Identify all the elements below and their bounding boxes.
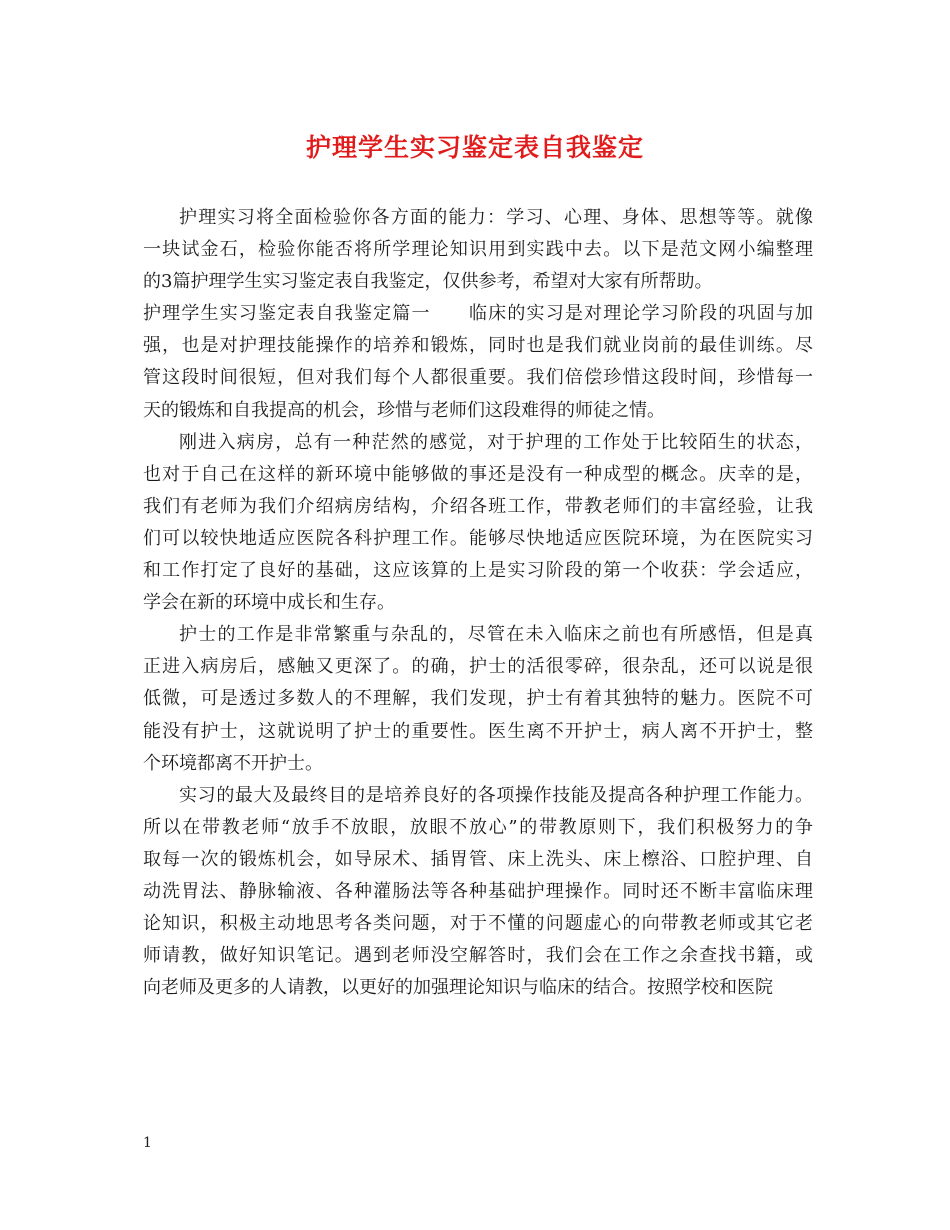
- paragraph-line: 低微，可是透过多数人的不理解，我们发现，护士有着其独特的魅力。医院不可: [143, 688, 813, 710]
- paragraph-line: 刚进入病房，总有一种茫然的感觉，对于护理的工作处于比较陌生的状态，: [179, 431, 813, 453]
- paragraph-line: 也对于自己在这样的新环境中能够做的事还是没有一种成型的概念。庆幸的是，: [143, 463, 813, 485]
- paragraph-line: 学会在新的环境中成长和生存。: [143, 592, 395, 614]
- paragraph-line: 论知识，积极主动地思考各类问题，对于不懂的问题虚心的向带教老师或其它老: [143, 913, 813, 935]
- paragraph-line: 实习的最大及最终目的是培养良好的各项操作技能及提高各种护理工作能力。: [179, 784, 813, 806]
- paragraph: [143, 619, 813, 779]
- paragraph-line: 所以在带教老师“放手不放眼，放眼不放心”的带教原则下，我们积极努力的争: [143, 816, 813, 838]
- paragraph-line: 能没有护士，这就说明了护士的重要性。医生离不开护士，病人离不开护士，整: [143, 720, 813, 742]
- paragraph-line: 们可以较快地适应医院各科护理工作。能够尽快地适应医院环境，为在医院实习: [143, 527, 813, 549]
- paragraph: [143, 427, 813, 620]
- document-body: [143, 202, 813, 1004]
- paragraph-line: 师请教，做好知识笔记。遇到老师没空解答时，我们会在工作之余查找书籍，或: [143, 945, 813, 967]
- paragraph-line: 个环境都离不开护士。: [143, 752, 323, 774]
- paragraph-line: 动洗胃法、静脉输液、各种灌肠法等各种基础护理操作。同时还不断丰富临床理: [143, 880, 813, 902]
- paragraph-line: 护理实习将全面检验你各方面的能力：学习、心理、身体、思想等等。就像: [179, 207, 813, 228]
- paragraph-line: 向老师及更多的人请教，以更好的加强理论知识与临床的结合。按照学校和医院: [143, 977, 773, 999]
- paragraph: [143, 202, 813, 298]
- paragraph-line: 天的锻炼和自我提高的机会，珍惜与老师们这段难得的师徒之情。: [143, 399, 665, 421]
- paragraph-line: 一块试金石，检验你能否将所学理论知识用到实践中去。以下是范文网小编整理: [143, 239, 813, 261]
- paragraph-line: 我们有老师为我们介绍病房结构，介绍各班工作，带教老师们的丰富经验，让我: [143, 495, 813, 517]
- paragraph-line: 护士的工作是非常繁重与杂乱的，尽管在未入临床之前也有所感悟，但是真: [179, 624, 813, 646]
- paragraph-line: 和工作打定了良好的基础，这应该算的上是实习阶段的第一个收获：学会适应，: [143, 560, 813, 582]
- document-title: 护理学生实习鉴定表自我鉴定: [305, 133, 644, 162]
- paragraph: [143, 298, 813, 426]
- paragraph-line: 的3篇护理学生实习鉴定表自我鉴定，仅供参考，希望对大家有所帮助。: [143, 271, 713, 293]
- paragraph-line: 取每一次的锻炼机会，如导尿术、插胃管、床上洗头、床上檫浴、口腔护理、自: [143, 848, 813, 870]
- paragraph-line: 正进入病房后，感触又更深了。的确，护士的活很零碎，很杂乱，还可以说是很: [143, 656, 813, 678]
- paragraph-line: 护理学生实习鉴定表自我鉴定篇一 临床的实习是对理论学习阶段的巩固与加: [143, 303, 813, 325]
- paragraph-line: 强，也是对护理技能操作的培养和锻炼，同时也是我们就业岗前的最佳训练。尽: [143, 335, 813, 357]
- page-number: 1: [143, 1135, 152, 1151]
- paragraph-line: 管这段时间很短，但对我们每个人都很重要。我们倍偿珍惜这段时间，珍惜每一: [143, 367, 813, 389]
- paragraph: [143, 780, 813, 1005]
